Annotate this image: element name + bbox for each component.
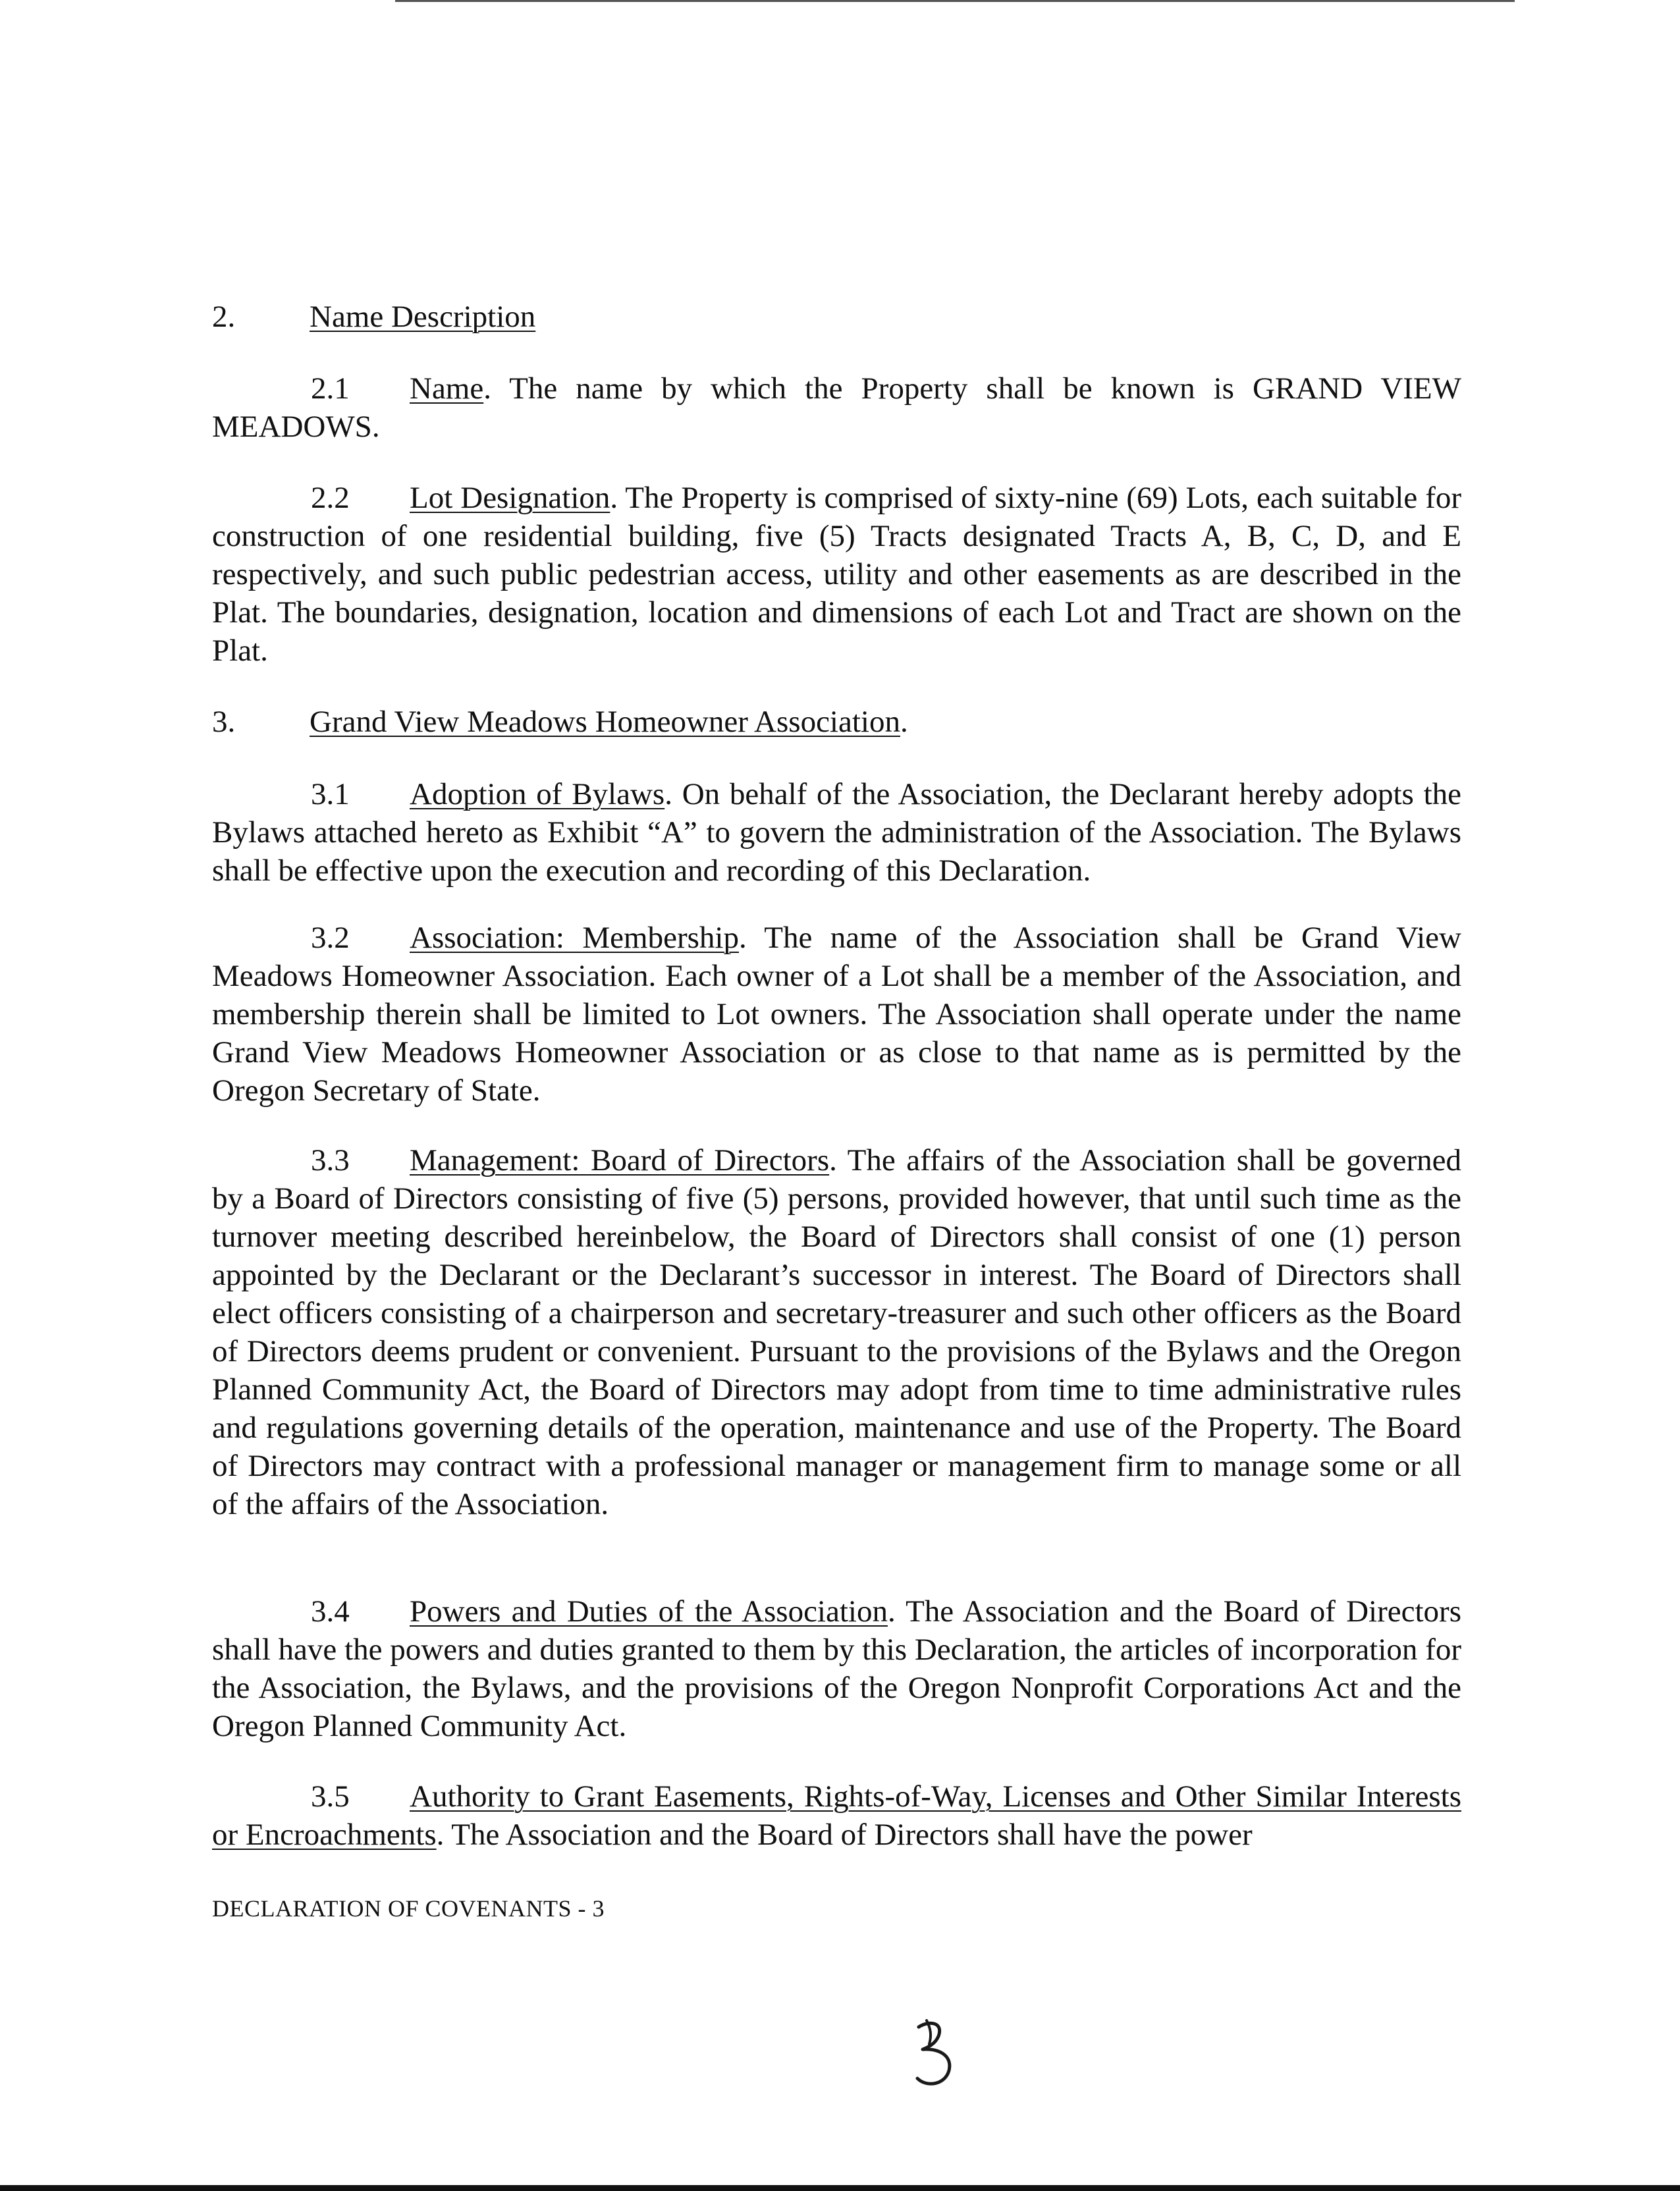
section-number: 3. [212,705,236,739]
section-text: . The name by which the Property shall be known is GRAND VIEW MEADOWS. [212,371,1461,444]
section-number: 2.2 [311,481,350,515]
section-text: . The Association and the Board of Directors shall have the powers and duties granted to them by this Declaration, the articles of incorporation for the Association, the Bylaws, and the provisions of the Oregon Nonprofit Corporations Act and the Oregon Planned Community Act. [212,1594,1461,1743]
section-number: 3.3 [311,1143,350,1177]
section-text: . The name of the Association shall be Grand View Meadows Homeowner Association. Each owner of a Lot shall be a member of the Association, and membership therein shall be limited to Lot owners. The Association shall operate under the name Grand View Meadows Homeowner Association or as close to that name as is permitted by the Oregon Secretary of State. [212,921,1461,1108]
scan-edge-bottom [0,2185,1680,2191]
section-text: . The affairs of the Association shall be governed by a Board of Directors consisting of five (5) persons, provided however, that until such time as the turnover meeting described hereinbelow, the Board of Directors shall consist of one (1) person appointed by the Declarant or the Declarant’s successor in interest. The Board of Directors shall elect officers consisting of a chairperson and secretary-treasurer and such other officers as the Board of Directors deems prudent or convenient. Pursuant to the provisions of the Bylaws and the Oregon Planned Community Act, the Board of Directors may adopt from time to time administrative rules and regulations governing details of the operation, maintenance and use of the Property. The Board of Directors may contract with a professional manager or management firm to manage some or all of the affairs of the Association. [212,1143,1461,1521]
page-footer: DECLARATION OF COVENANTS - 3 [212,1895,605,1922]
section-title-period: . [900,705,908,739]
section-text: . The Association and the Board of Directors shall have the power [436,1818,1253,1852]
section-2-1-paragraph [212,369,1461,446]
section-text: . On behalf of the Association, the Declarant hereby adopts the Bylaws attached hereto as Exhibit “A” to govern the administration of the Association. The Bylaws shall be effective upon the execution and recording of this Declaration. [212,777,1461,888]
section-title: Name Description [310,300,536,334]
section-2-2-paragraph [212,479,1461,670]
section-number: 3.5 [311,1779,350,1814]
section-title: Name [410,371,484,406]
section-title: Authority to Grant Easements, Rights-of-Way, Licenses and Other Similar Interests or Encroachments [212,1779,1461,1852]
section-title: Adoption of Bylaws [410,777,665,811]
section-title: Powers and Duties of the Association [410,1594,888,1629]
section-3-heading [212,703,1461,741]
section-2-heading [212,298,1461,336]
section-3-4-paragraph [212,1592,1461,1745]
section-number: 3.1 [311,777,350,811]
section-title: Association: Membership [410,921,739,955]
section-number: 3.4 [311,1594,350,1629]
section-title: Management: Board of Directors [410,1143,830,1177]
section-3-5-paragraph [212,1777,1461,1854]
section-3-1-paragraph [212,775,1461,890]
section-title: Grand View Meadows Homeowner Association [310,705,900,739]
section-number: 2.1 [311,371,350,406]
section-number: 2. [212,300,236,334]
handwritten-page-number [906,2015,965,2094]
section-number: 3.2 [311,921,350,955]
section-title: Lot Designation [410,481,610,515]
section-text: . The Property is comprised of sixty-nine (69) Lots, each suitable for construction of one residential building, five (5) Tracts designated Tracts A, B, C, D, and E respectively, and such public pedestrian access, utility and other easements as are described in the Plat. The boundaries, designation, location and dimensions of each Lot and Tract are shown on the Plat. [212,481,1461,668]
scan-edge-top [395,0,1515,2]
section-3-2-paragraph [212,919,1461,1110]
section-3-3-paragraph [212,1141,1461,1523]
